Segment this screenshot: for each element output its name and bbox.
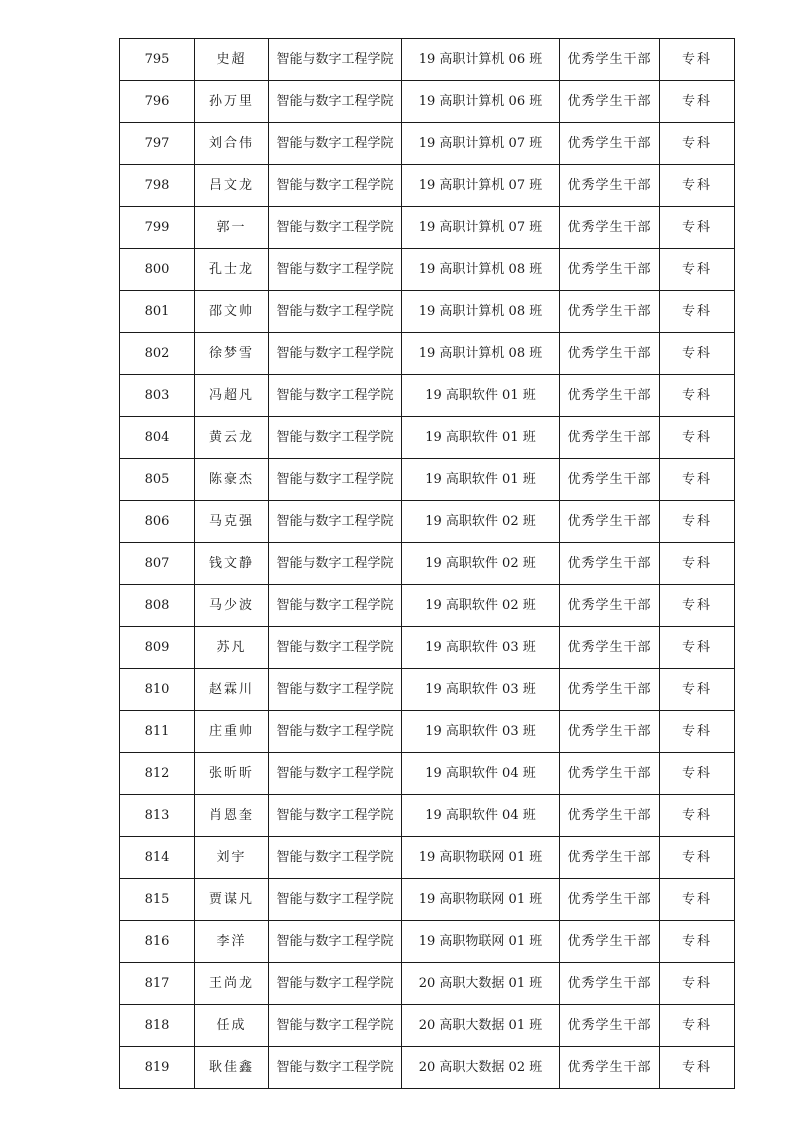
table-row: [120, 165, 735, 207]
student-name-cell: 苏凡: [195, 627, 269, 669]
student-name-cell: 史超: [195, 39, 269, 81]
college-name-cell: 智能与数字工程学院: [269, 543, 402, 585]
class-name-cell: 19 高职计算机 08 班: [402, 291, 560, 333]
class-name-cell: 19 高职软件 04 班: [402, 753, 560, 795]
award-title-cell: 优秀学生干部: [560, 459, 660, 501]
education-level-cell: 专科: [660, 585, 735, 627]
class-name-cell: 19 高职软件 03 班: [402, 669, 560, 711]
row-number-cell: 816: [120, 921, 195, 963]
award-title-cell: 优秀学生干部: [560, 81, 660, 123]
class-name-cell: 19 高职物联网 01 班: [402, 879, 560, 921]
class-name-cell: 19 高职软件 04 班: [402, 795, 560, 837]
education-level-cell: 专科: [660, 837, 735, 879]
college-name-cell: 智能与数字工程学院: [269, 585, 402, 627]
college-name-cell: 智能与数字工程学院: [269, 81, 402, 123]
college-name-cell: 智能与数字工程学院: [269, 501, 402, 543]
college-name-cell: 智能与数字工程学院: [269, 165, 402, 207]
row-number-cell: 807: [120, 543, 195, 585]
award-title-cell: 优秀学生干部: [560, 291, 660, 333]
row-number-cell: 804: [120, 417, 195, 459]
education-level-cell: 专科: [660, 711, 735, 753]
education-level-cell: 专科: [660, 921, 735, 963]
college-name-cell: 智能与数字工程学院: [269, 1047, 402, 1089]
student-name-cell: 郭一: [195, 207, 269, 249]
college-name-cell: 智能与数字工程学院: [269, 963, 402, 1005]
table-row: [120, 207, 735, 249]
student-name-cell: 马克强: [195, 501, 269, 543]
award-title-cell: 优秀学生干部: [560, 963, 660, 1005]
student-name-cell: 邵文帅: [195, 291, 269, 333]
row-number-cell: 795: [120, 39, 195, 81]
education-level-cell: 专科: [660, 543, 735, 585]
award-title-cell: 优秀学生干部: [560, 795, 660, 837]
award-title-cell: 优秀学生干部: [560, 837, 660, 879]
college-name-cell: 智能与数字工程学院: [269, 291, 402, 333]
award-title-cell: 优秀学生干部: [560, 921, 660, 963]
class-name-cell: 19 高职软件 01 班: [402, 417, 560, 459]
table-row: [120, 291, 735, 333]
student-name-cell: 赵霖川: [195, 669, 269, 711]
education-level-cell: 专科: [660, 291, 735, 333]
education-level-cell: 专科: [660, 333, 735, 375]
college-name-cell: 智能与数字工程学院: [269, 249, 402, 291]
class-name-cell: 20 高职大数据 01 班: [402, 1005, 560, 1047]
student-name-cell: 耿佳鑫: [195, 1047, 269, 1089]
table-row: [120, 1047, 735, 1089]
college-name-cell: 智能与数字工程学院: [269, 39, 402, 81]
row-number-cell: 809: [120, 627, 195, 669]
row-number-cell: 815: [120, 879, 195, 921]
award-title-cell: 优秀学生干部: [560, 1005, 660, 1047]
row-number-cell: 801: [120, 291, 195, 333]
college-name-cell: 智能与数字工程学院: [269, 459, 402, 501]
education-level-cell: 专科: [660, 669, 735, 711]
education-level-cell: 专科: [660, 963, 735, 1005]
education-level-cell: 专科: [660, 795, 735, 837]
class-name-cell: 19 高职软件 02 班: [402, 585, 560, 627]
student-name-cell: 徐梦雪: [195, 333, 269, 375]
table-row: [120, 795, 735, 837]
award-title-cell: 优秀学生干部: [560, 375, 660, 417]
student-name-cell: 庄重帅: [195, 711, 269, 753]
table-row: [120, 921, 735, 963]
education-level-cell: 专科: [660, 753, 735, 795]
table-row: [120, 963, 735, 1005]
table-row: [120, 711, 735, 753]
education-level-cell: 专科: [660, 81, 735, 123]
class-name-cell: 19 高职软件 01 班: [402, 375, 560, 417]
table-row: [120, 333, 735, 375]
college-name-cell: 智能与数字工程学院: [269, 333, 402, 375]
award-title-cell: 优秀学生干部: [560, 627, 660, 669]
class-name-cell: 19 高职物联网 01 班: [402, 837, 560, 879]
education-level-cell: 专科: [660, 1047, 735, 1089]
award-title-cell: 优秀学生干部: [560, 417, 660, 459]
row-number-cell: 814: [120, 837, 195, 879]
education-level-cell: 专科: [660, 1005, 735, 1047]
table-row: [120, 459, 735, 501]
row-number-cell: 797: [120, 123, 195, 165]
table-row: [120, 669, 735, 711]
row-number-cell: 813: [120, 795, 195, 837]
class-name-cell: 19 高职计算机 07 班: [402, 207, 560, 249]
class-name-cell: 19 高职软件 02 班: [402, 543, 560, 585]
class-name-cell: 19 高职软件 03 班: [402, 627, 560, 669]
college-name-cell: 智能与数字工程学院: [269, 879, 402, 921]
class-name-cell: 19 高职物联网 01 班: [402, 921, 560, 963]
row-number-cell: 802: [120, 333, 195, 375]
award-title-cell: 优秀学生干部: [560, 585, 660, 627]
award-title-cell: 优秀学生干部: [560, 1047, 660, 1089]
table-row: [120, 81, 735, 123]
class-name-cell: 19 高职计算机 06 班: [402, 81, 560, 123]
row-number-cell: 796: [120, 81, 195, 123]
student-name-cell: 马少波: [195, 585, 269, 627]
class-name-cell: 20 高职大数据 02 班: [402, 1047, 560, 1089]
class-name-cell: 19 高职计算机 07 班: [402, 165, 560, 207]
table-row: [120, 123, 735, 165]
class-name-cell: 19 高职计算机 08 班: [402, 249, 560, 291]
award-title-cell: 优秀学生干部: [560, 165, 660, 207]
education-level-cell: 专科: [660, 501, 735, 543]
student-name-cell: 贾谋凡: [195, 879, 269, 921]
table-row: [120, 753, 735, 795]
award-title-cell: 优秀学生干部: [560, 39, 660, 81]
row-number-cell: 812: [120, 753, 195, 795]
row-number-cell: 811: [120, 711, 195, 753]
row-number-cell: 803: [120, 375, 195, 417]
student-name-cell: 肖恩奎: [195, 795, 269, 837]
student-name-cell: 吕文龙: [195, 165, 269, 207]
class-name-cell: 19 高职计算机 08 班: [402, 333, 560, 375]
table-row: [120, 417, 735, 459]
table-row: [120, 879, 735, 921]
education-level-cell: 专科: [660, 627, 735, 669]
class-name-cell: 19 高职计算机 06 班: [402, 39, 560, 81]
class-name-cell: 20 高职大数据 01 班: [402, 963, 560, 1005]
table-row: [120, 627, 735, 669]
table-row: [120, 249, 735, 291]
award-title-cell: 优秀学生干部: [560, 753, 660, 795]
row-number-cell: 798: [120, 165, 195, 207]
college-name-cell: 智能与数字工程学院: [269, 375, 402, 417]
award-title-cell: 优秀学生干部: [560, 501, 660, 543]
college-name-cell: 智能与数字工程学院: [269, 753, 402, 795]
table-row: [120, 39, 735, 81]
award-title-cell: 优秀学生干部: [560, 543, 660, 585]
award-list-body: [120, 39, 735, 1089]
college-name-cell: 智能与数字工程学院: [269, 1005, 402, 1047]
award-title-cell: 优秀学生干部: [560, 879, 660, 921]
college-name-cell: 智能与数字工程学院: [269, 795, 402, 837]
student-name-cell: 李洋: [195, 921, 269, 963]
student-name-cell: 冯超凡: [195, 375, 269, 417]
education-level-cell: 专科: [660, 417, 735, 459]
college-name-cell: 智能与数字工程学院: [269, 417, 402, 459]
award-title-cell: 优秀学生干部: [560, 669, 660, 711]
college-name-cell: 智能与数字工程学院: [269, 711, 402, 753]
education-level-cell: 专科: [660, 879, 735, 921]
student-name-cell: 刘合伟: [195, 123, 269, 165]
row-number-cell: 819: [120, 1047, 195, 1089]
award-title-cell: 优秀学生干部: [560, 207, 660, 249]
education-level-cell: 专科: [660, 123, 735, 165]
award-title-cell: 优秀学生干部: [560, 333, 660, 375]
row-number-cell: 810: [120, 669, 195, 711]
education-level-cell: 专科: [660, 165, 735, 207]
class-name-cell: 19 高职软件 03 班: [402, 711, 560, 753]
education-level-cell: 专科: [660, 249, 735, 291]
table-row: [120, 1005, 735, 1047]
college-name-cell: 智能与数字工程学院: [269, 921, 402, 963]
student-name-cell: 任成: [195, 1005, 269, 1047]
education-level-cell: 专科: [660, 375, 735, 417]
award-list-table: [119, 38, 735, 1089]
award-title-cell: 优秀学生干部: [560, 123, 660, 165]
row-number-cell: 800: [120, 249, 195, 291]
table-row: [120, 837, 735, 879]
award-title-cell: 优秀学生干部: [560, 711, 660, 753]
row-number-cell: 818: [120, 1005, 195, 1047]
college-name-cell: 智能与数字工程学院: [269, 207, 402, 249]
education-level-cell: 专科: [660, 207, 735, 249]
student-name-cell: 钱文静: [195, 543, 269, 585]
college-name-cell: 智能与数字工程学院: [269, 837, 402, 879]
education-level-cell: 专科: [660, 39, 735, 81]
college-name-cell: 智能与数字工程学院: [269, 123, 402, 165]
row-number-cell: 808: [120, 585, 195, 627]
class-name-cell: 19 高职软件 01 班: [402, 459, 560, 501]
college-name-cell: 智能与数字工程学院: [269, 627, 402, 669]
row-number-cell: 805: [120, 459, 195, 501]
table-row: [120, 375, 735, 417]
class-name-cell: 19 高职计算机 07 班: [402, 123, 560, 165]
education-level-cell: 专科: [660, 459, 735, 501]
table-row: [120, 501, 735, 543]
table-row: [120, 543, 735, 585]
student-name-cell: 刘宇: [195, 837, 269, 879]
row-number-cell: 806: [120, 501, 195, 543]
college-name-cell: 智能与数字工程学院: [269, 669, 402, 711]
class-name-cell: 19 高职软件 02 班: [402, 501, 560, 543]
student-name-cell: 张昕昕: [195, 753, 269, 795]
row-number-cell: 817: [120, 963, 195, 1005]
row-number-cell: 799: [120, 207, 195, 249]
student-name-cell: 陈豪杰: [195, 459, 269, 501]
student-name-cell: 孔士龙: [195, 249, 269, 291]
student-name-cell: 孙万里: [195, 81, 269, 123]
award-title-cell: 优秀学生干部: [560, 249, 660, 291]
student-name-cell: 黄云龙: [195, 417, 269, 459]
student-name-cell: 王尚龙: [195, 963, 269, 1005]
table-row: [120, 585, 735, 627]
